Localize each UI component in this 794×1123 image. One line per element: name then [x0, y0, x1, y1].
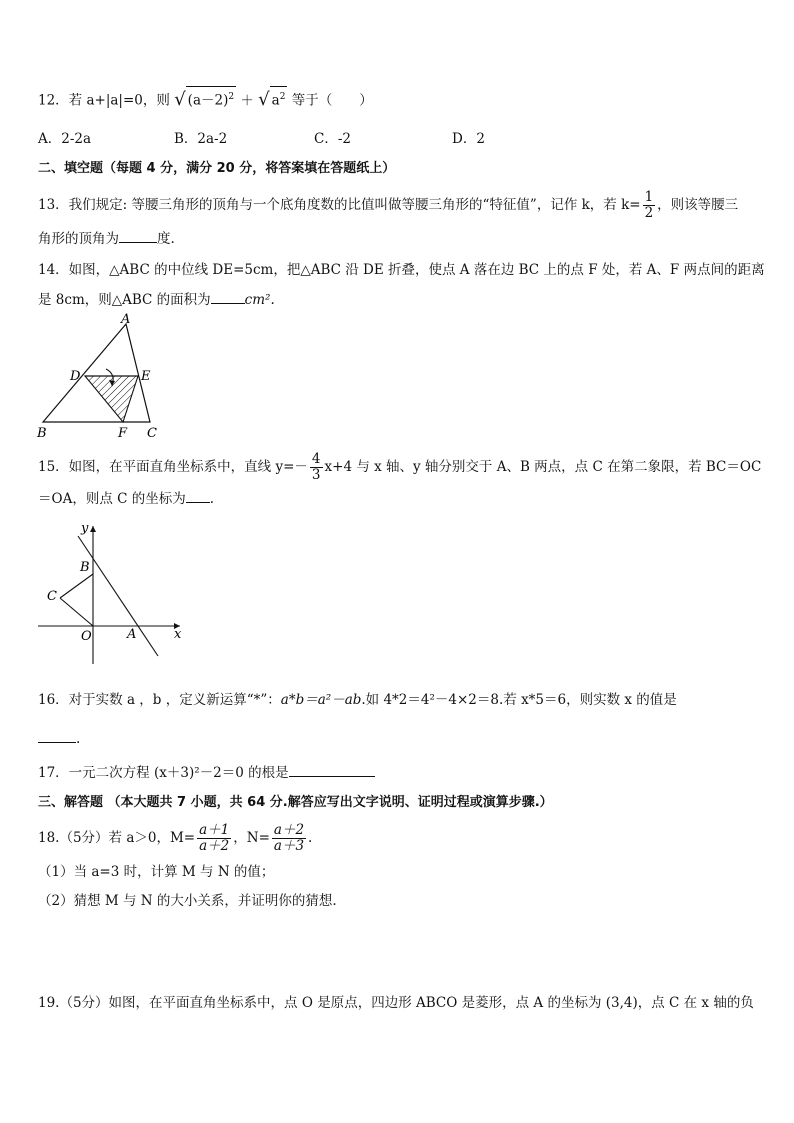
q12-options — [38, 129, 758, 149]
q16-line2: . — [38, 728, 80, 749]
q18-n-fraction: $\frac{a+2}{a+3}$ — [273, 822, 305, 854]
label-d: D — [70, 369, 81, 384]
q13-answer-blank[interactable] — [119, 228, 157, 243]
q18-stem: 18.（5分）若 a＞0，M= $\frac{a+1}{a+2}$ ，N= $\frac{a+2}{a+3}$ . — [38, 822, 313, 854]
label-y: y — [81, 521, 89, 536]
figure-15-coordinate-plane — [30, 518, 190, 668]
q12-option-d: D．2 — [452, 131, 485, 147]
q15-answer-blank[interactable] — [186, 488, 210, 503]
q13-line2: 角形的顶角为 度. — [38, 228, 175, 249]
label-a: A — [121, 312, 131, 327]
label-a: A — [127, 627, 137, 642]
q15-line2: ＝OA，则点 C 的坐标为 . — [38, 488, 214, 509]
q13-line1: 13．我们规定: 等腰三角形的顶角与一个底角度数的比值叫做等腰三角形的“特征值”，记作 k，若 k= $\frac{1}{2}$ ，则该等腰三 — [38, 189, 739, 221]
label-b: B — [80, 560, 90, 575]
q19: 19.（5分）如图，在平面直角坐标系中，点 O 是原点，四边形 ABCO 是菱形，点 A 的坐标为 (3,4)，点 C 在 x 轴的负 — [38, 995, 754, 1011]
section-3-title: 三、解答题 （本大题共 7 小题，共 64 分.解答应写出文字说明、证明过程或演算步骤.） — [38, 795, 553, 810]
label-f: F — [118, 426, 128, 441]
q12-option-c: C．-2 — [314, 131, 351, 147]
label-b: B — [37, 426, 47, 441]
sqrt-expression: √ $(a-2)^2$ ＋ √ $a^2$ — [174, 93, 287, 109]
q14-line1: 14．如图，△ABC 的中位线 DE=5cm，把△ABC 沿 DE 折叠，使点 A 落在边 BC 上的点 F 处，若 A、F 两点间的距离 — [38, 262, 765, 278]
q16-line1: 16．对于实数 a ，b ，定义新运算“*”：a*b＝a²－ab.如 4*2＝4²－4×2＝8.若 x*5＝6，则实数 x 的值是 — [38, 692, 677, 708]
q14-line2: 是 8cm，则△ABC 的面积为 cm². — [38, 289, 275, 310]
q15-line1: 15．如图，在平面直角坐标系中，直线 y=－ $\frac{4}{3}$ x+4 与 x 轴、y 轴分别交于 A、B 两点，点 C 在第二象限，若 BC＝OC — [38, 451, 762, 483]
label-e: E — [141, 369, 151, 384]
q18-part2: （2）猜想 M 与 N 的大小关系，并证明你的猜想. — [38, 893, 337, 909]
q17: 17．一元二次方程 (x＋3)²－2＝0 的根是 — [38, 762, 375, 783]
q16-answer-blank[interactable] — [38, 728, 76, 743]
q18-m-fraction: $\frac{a+1}{a+2}$ — [199, 822, 230, 854]
figure-14-triangle — [30, 312, 170, 442]
q18-part1: （1）当 a=3 时，计算 M 与 N 的值； — [38, 864, 275, 880]
q17-answer-blank[interactable] — [289, 762, 375, 777]
section-2-title: 二、填空题（每题 4 分，满分 20 分，将答案填在答题纸上） — [38, 161, 396, 176]
q12-option-a: A．2-2a — [38, 131, 92, 147]
q12-stem: 12．若 a+|a|=0，则 √ $(a-2)^2$ ＋ √ $a^2$ 等于（ ） — [38, 86, 373, 111]
label-o: O — [81, 629, 92, 644]
q15-fraction: $\frac{4}{3}$ — [311, 451, 321, 483]
q14-answer-blank[interactable] — [211, 289, 245, 304]
label-c: C — [147, 426, 157, 441]
q12-option-b: B．2a-2 — [174, 131, 228, 147]
label-c: C — [47, 589, 57, 604]
label-x: x — [174, 627, 182, 642]
q13-fraction: $\frac{1}{2}$ — [644, 189, 654, 221]
